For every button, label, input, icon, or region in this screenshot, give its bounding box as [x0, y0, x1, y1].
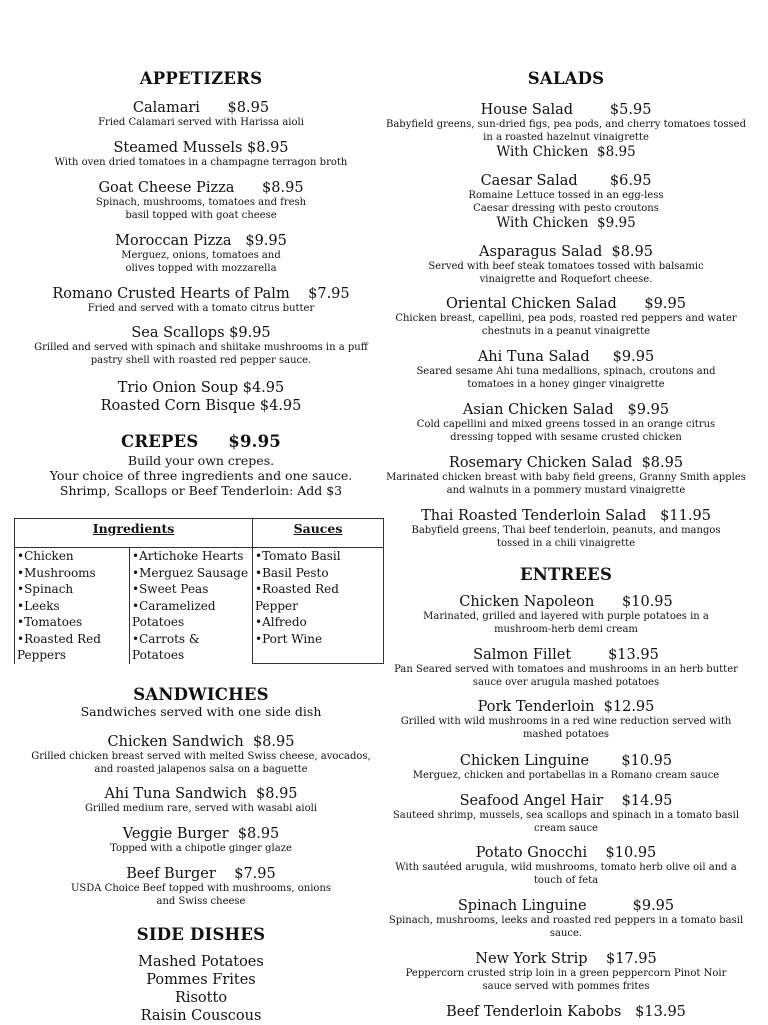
- menu-item: [381, 244, 751, 286]
- item-desc: Spinach, mushrooms, leeks and roasted red peppers in a tomato basil sauce.: [388, 915, 744, 939]
- side-item: Risotto: [174, 990, 228, 1006]
- item-desc: Grilled and served with spinach and shiitake mushrooms in a puff pastry shell with roasted red pepper sauce.: [34, 342, 368, 366]
- item-extra: With Chicken $8.95: [496, 144, 636, 160]
- item-desc: Marinated, grilled and layered with purple potatoes in a mushroom-herb demi cream: [423, 611, 709, 635]
- item-name: Asian Chicken Salad $9.95: [462, 402, 670, 418]
- side-item: Raisin Couscous: [140, 1008, 262, 1024]
- menu-item: [16, 380, 386, 397]
- item-desc: Babyfield greens, sun-dried figs, pea pods, and cherry tomatoes tossed in a roasted hazelnut vinaigrette: [386, 119, 746, 143]
- item-desc: Marinated chicken breast with baby field greens, Granny Smith apples and walnuts in a pommery mustard vinaigrette: [386, 472, 746, 496]
- menu-item: [381, 793, 751, 835]
- item-name: Goat Cheese Pizza $8.95: [98, 180, 304, 196]
- menu-item: [16, 866, 386, 908]
- menu-item: [381, 349, 751, 391]
- item-name: Thai Roasted Tenderloin Salad $11.95: [421, 508, 711, 524]
- crepes-description: Build your own crepes. Your choice of three ingredients and one sauce. Shrimp, Scallops or Beef Tenderloin: Add $3: [49, 453, 353, 498]
- item-name: Beef Burger $7.95: [126, 866, 276, 882]
- sauces-header: Sauces: [253, 519, 384, 548]
- item-desc: Romaine Lettuce tossed in an egg-less Caesar dressing with pesto croutons: [468, 190, 664, 214]
- menu-item: [381, 845, 751, 887]
- item-desc: Topped with a chipotle ginger glaze: [110, 843, 292, 854]
- item-desc: Fried Calamari served with Harissa aioli: [98, 117, 304, 128]
- menu-item: [16, 180, 386, 222]
- item-name: Calamari $8.95: [132, 100, 270, 116]
- side-item: Mashed Potatoes: [138, 954, 264, 970]
- item-desc: Merguez, chicken and portabellas in a Romano cream sauce: [412, 770, 720, 781]
- crepes-table: [14, 518, 384, 664]
- item-name: Romano Crusted Hearts of Palm $7.95: [52, 286, 350, 302]
- menu-item: [16, 325, 386, 367]
- menu-item: [381, 699, 751, 741]
- item-name: Salmon Fillet $13.95: [473, 647, 659, 663]
- item-name: Trio Onion Soup $4.95: [117, 380, 285, 396]
- menu-item: [16, 786, 386, 816]
- menu-item: [381, 647, 751, 689]
- item-desc: Cold capellini and mixed greens tossed in an orange citrus dressing topped with sesame crusted chicken: [416, 419, 716, 443]
- item-name: Caesar Salad $6.95: [480, 173, 652, 189]
- item-desc: Pan Seared served with tomatoes and mushrooms in an herb butter sauce over arugula mashed potatoes: [394, 664, 738, 688]
- item-desc: Spinach, mushrooms, tomatoes and fresh basil topped with goat cheese: [95, 197, 307, 221]
- ingredients-column-1: • Chicken • Mushrooms • Spinach • Leeks • Tomatoes • Roasted Red Peppers: [15, 548, 130, 664]
- menu-item: [16, 100, 386, 130]
- menu-item: [381, 173, 751, 232]
- salads-heading: SALADS: [527, 69, 605, 88]
- sandwiches-subtitle: Sandwiches served with one side dish: [80, 704, 322, 719]
- item-desc: Seared sesame Ahi tuna medallions, spinach, croutons and tomatoes in a honey ginger vinaigrette: [416, 366, 716, 390]
- item-name: Sea Scallops $9.95: [131, 325, 271, 341]
- item-desc: With sautéed arugula, wild mushrooms, tomato herb olive oil and a touch of feta: [395, 862, 737, 886]
- item-desc: Peppercorn crusted strip loin in a green peppercorn Pinot Noir sauce served with pommes frites: [405, 968, 727, 992]
- sandwiches-heading: SANDWICHES Sandwiches served with one side dish: [16, 685, 386, 719]
- item-name: Moroccan Pizza $9.95: [115, 233, 287, 249]
- item-name: Spinach Linguine $9.95: [457, 898, 675, 914]
- item-name: Seafood Angel Hair $14.95: [459, 793, 673, 809]
- menu-item: [16, 826, 386, 856]
- side-dishes-list: [16, 953, 386, 1025]
- item-name: Rosemary Chicken Salad $8.95: [448, 455, 684, 471]
- item-name: Beef Tenderloin Kabobs $13.95: [446, 1004, 686, 1020]
- menu-item: [381, 402, 751, 444]
- side-item: Pommes Frites: [146, 972, 256, 988]
- menu-item: [381, 102, 751, 161]
- item-desc: Chicken breast, capellini, pea pods, roasted red peppers and water chestnuts in a peanut vinaigrette: [395, 313, 737, 337]
- item-name: New York Strip $17.95: [475, 951, 657, 967]
- item-desc: USDA Choice Beef topped with mushrooms, onions and Swiss cheese: [70, 883, 332, 907]
- item-name: Pork Tenderloin $12.95: [477, 699, 655, 715]
- item-name: Ahi Tuna Sandwich $8.95: [104, 786, 298, 802]
- item-desc: Babyfield greens, Thai beef tenderloin, peanuts, and mangos tossed in a chili vinaigrette: [411, 525, 721, 549]
- menu-item: [381, 1004, 751, 1021]
- crepes-heading: CREPES $9.95: [121, 432, 281, 451]
- item-desc: Fried and served with a tomato citrus butter: [87, 303, 315, 314]
- entrees-heading: ENTREES: [519, 565, 613, 584]
- item-name: Steamed Mussels $8.95: [113, 140, 289, 156]
- item-name: Ahi Tuna Salad $9.95: [477, 349, 655, 365]
- item-name: Chicken Linguine $10.95: [459, 753, 673, 769]
- item-desc: Grilled chicken breast served with melted Swiss cheese, avocados, and roasted jalapenos salsa on a baguette: [31, 751, 371, 775]
- item-name: Chicken Napoleon $10.95: [459, 594, 673, 610]
- item-extra: With Chicken $9.95: [496, 215, 636, 231]
- ingredients-column-2: • Artichoke Hearts • Merguez Sausage • Sweet Peas • Caramelized Potatoes • Carrots & Potatoes: [130, 548, 253, 664]
- item-name: Chicken Sandwich $8.95: [107, 734, 295, 750]
- item-desc: Grilled with wild mushrooms in a red wine reduction served with mashed potatoes: [400, 716, 732, 740]
- menu-item: [381, 296, 751, 338]
- menu-item: [381, 753, 751, 783]
- item-desc: Merguez, onions, tomatoes and olives topped with mozzarella: [121, 250, 281, 274]
- item-name: House Salad $5.95: [480, 102, 652, 118]
- item-name: Potato Gnocchi $10.95: [475, 845, 657, 861]
- item-name: Oriental Chicken Salad $9.95: [446, 296, 686, 312]
- menu-item: [16, 286, 386, 316]
- item-name: Asparagus Salad $8.95: [479, 244, 653, 260]
- item-name: Veggie Burger $8.95: [122, 826, 280, 842]
- ingredients-header: Ingredients: [15, 519, 253, 548]
- menu-item: [381, 594, 751, 636]
- menu-item: [16, 233, 386, 275]
- menu-item: [381, 508, 751, 550]
- menu-item: [16, 398, 386, 415]
- item-desc: Sauteed shrimp, mussels, sea scallops and spinach in a tomato basil cream sauce: [392, 810, 740, 834]
- side-dishes-heading: SIDE DISHES: [136, 925, 266, 944]
- menu-item: [381, 898, 751, 940]
- item-desc: With oven dried tomatoes in a champagne terragon broth: [54, 157, 348, 168]
- menu-item: [381, 455, 751, 497]
- menu-item: [381, 951, 751, 993]
- item-desc: Grilled medium rare, served with wasabi aioli: [84, 803, 318, 814]
- item-desc: Served with beef steak tomatoes tossed with balsamic vinaigrette and Roquefort cheese.: [428, 261, 704, 285]
- sauces-column: • Tomato Basil • Basil Pesto • Roasted Red Pepper • Alfredo • Port Wine: [253, 548, 384, 664]
- menu-item: [16, 140, 386, 170]
- appetizers-heading: APPETIZERS: [139, 69, 263, 88]
- menu-item: [16, 734, 386, 776]
- item-name: Roasted Corn Bisque $4.95: [100, 398, 302, 414]
